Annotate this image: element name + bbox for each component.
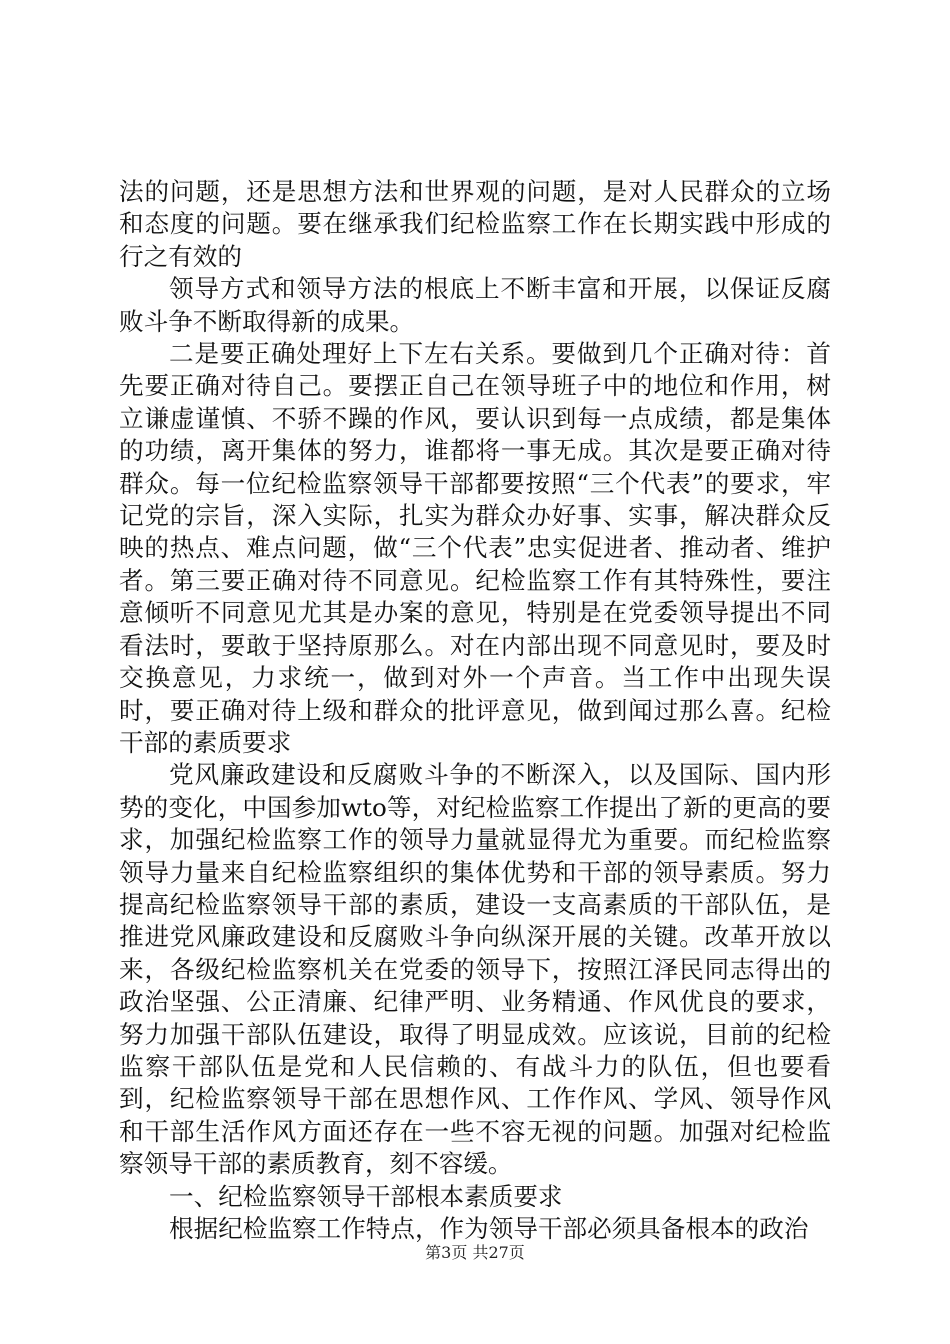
paragraph-relationships: 二是要正确处理好上下左右关系。要做到几个正确对待：首先要正确对待自己。要摆正自己在领导班子中的地位和作用，树立谦虚谨慎、不骄不躁的作风，要认识到每一点成绩，都是集体的功绩，离开集体的努力，谁都将一事无成。其次是要正确对待群众。每一位纪检监察领导干部都要按照“三个代表”的要求，牢记党的宗旨，深入实际，扎实为群众办好事、实事，解决群众反映的热点、难点问题，做“三个代表”忠实促进者、推动者、维护者。第三要正确对待不同意见。纪检监察工作有其特殊性，要注意倾听不同意见尤其是办案的意见，特别是在党委领导提出不同看法时，要敢于坚持原那么。对在内部出现不同意见时，要及时交换意见，力求统一，做到对外一个声音。当工作中出现失误时，要正确对待上级和群众的批评意见，做到闻过那么喜。纪检干部的素质要求 [119, 339, 831, 757]
page-number-footer: 第3页 共27页 [425, 1243, 525, 1262]
paragraph-political-quality: 根据纪检监察工作特点，作为领导干部必须具备根本的政治 [169, 1214, 809, 1243]
document-body [119, 176, 831, 1245]
paragraph-cadre-quality: 党风廉政建设和反腐败斗争的不断深入，以及国际、国内形势的变化，中国参加wto等，对纪检监察工作提出了新的更高的要求，加强纪检监察工作的领导力量就显得尤为重要。而纪检监察领导力量来自纪检监察组织的集体优势和干部的领导素质。努力提高纪检监察领导干部的素质，建设一支高素质的干部队伍，是推进党风廉政建设和反腐败斗争向纵深开展的关键。改革开放以来，各级纪检监察机关在党委的领导下，按照江泽民同志得出的政治坚强、公正清廉、纪律严明、业务精通、作风优良的要求，努力加强干部队伍建设，取得了明显成效。应该说，目前的纪检监察干部队伍是党和人民信赖的、有战斗力的队伍，但也要看到，纪检监察领导干部在思想作风、工作作风、学风、领导作风和干部生活作风方面还存在一些不容无视的问题。加强对纪检监察领导干部的素质教育，刻不容缓。 [119, 760, 831, 1179]
paragraph-leadership-methods: 领导方式和领导方法的根底上不断丰富和开展，以保证反腐败斗争不断取得新的成果。 [119, 274, 831, 336]
section-heading-basic-quality: 一、纪检监察领导干部根本素质要求 [169, 1181, 563, 1211]
paragraph-continuation: 法的问题，还是思想方法和世界观的问题，是对人民群众的立场和态度的问题。要在继承我们纪检监察工作在长期实践中形成的行之有效的 [119, 177, 831, 271]
